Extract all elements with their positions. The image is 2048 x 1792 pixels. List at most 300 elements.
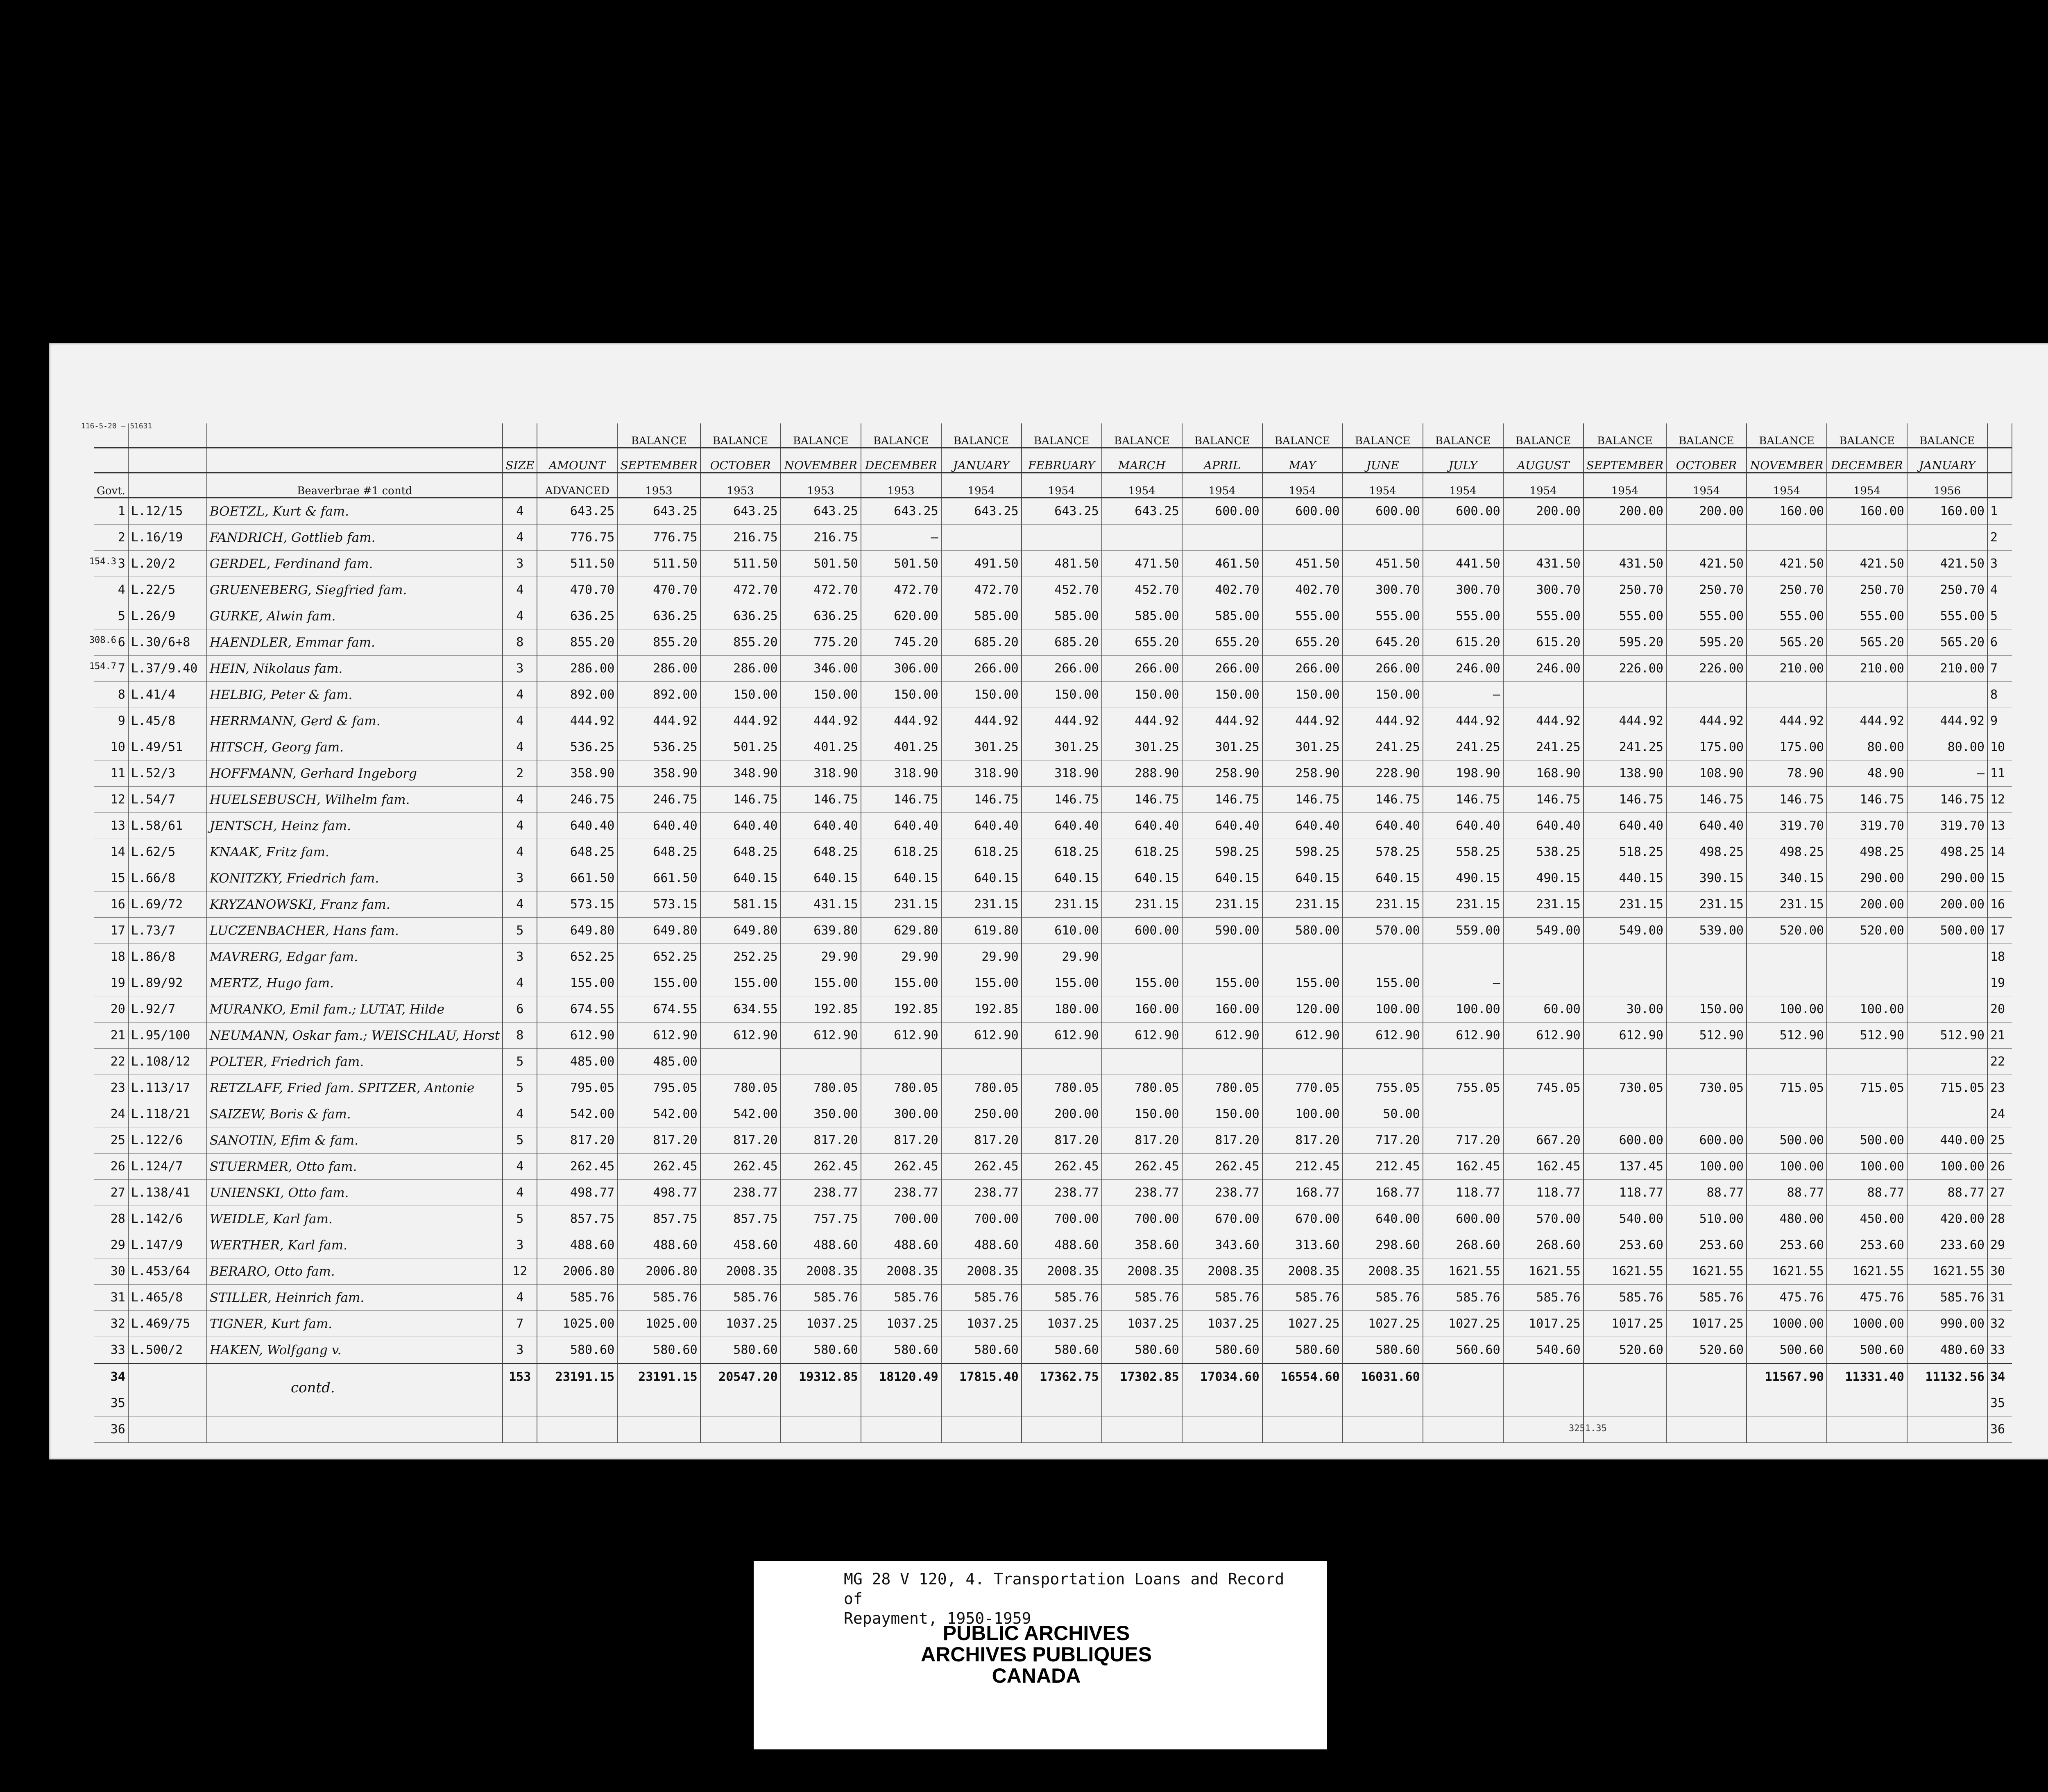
balance-cell: 585.76 xyxy=(1503,1285,1584,1311)
balance-cell: 745.20 xyxy=(861,629,941,656)
balance-cell: 570.00 xyxy=(1343,918,1423,944)
family-size: 4 xyxy=(503,787,537,813)
family-name: KNAAK, Fritz fam. xyxy=(207,839,503,865)
row-number: 31 xyxy=(94,1285,128,1311)
balance-cell: 358.60 xyxy=(1102,1232,1182,1258)
balance-cell: 1037.25 xyxy=(1182,1311,1262,1337)
balance-cell: 510.00 xyxy=(1666,1206,1747,1232)
balance-cell: 857.75 xyxy=(700,1206,781,1232)
balance-cell: 168.77 xyxy=(1262,1180,1343,1206)
balance-cell: 817.20 xyxy=(617,1127,700,1154)
family-size: 4 xyxy=(503,813,537,839)
column-header: 1954 xyxy=(941,473,1022,498)
balance-cell: 246.00 xyxy=(1503,656,1584,682)
family-size: 5 xyxy=(503,1127,537,1154)
balance-cell: 472.70 xyxy=(781,577,861,603)
balance-cell: 2008.35 xyxy=(941,1258,1022,1285)
balance-cell: 600.00 xyxy=(1182,498,1262,525)
balance-cell: 301.25 xyxy=(1182,734,1262,760)
balance-cell: 640.40 xyxy=(1102,813,1182,839)
balance-cell: 29.90 xyxy=(1022,944,1102,970)
balance-cell: 212.45 xyxy=(1343,1154,1423,1180)
balance-cell: 619.80 xyxy=(941,918,1022,944)
balance-cell: 286.00 xyxy=(700,656,781,682)
balance-cell: 48.90 xyxy=(1827,760,1907,787)
balance-cell: 358.90 xyxy=(537,760,617,787)
balance-cell: 118.77 xyxy=(1423,1180,1503,1206)
family-name: FANDRICH, Gottlieb fam. xyxy=(207,525,503,551)
balance-cell: 600.00 xyxy=(1666,1127,1747,1154)
balance-cell: 612.90 xyxy=(1182,1023,1262,1049)
balance-cell: 233.60 xyxy=(1907,1232,1987,1258)
balance-cell: 238.77 xyxy=(700,1180,781,1206)
balance-cell: 585.76 xyxy=(1182,1285,1262,1311)
balance-cell: 715.05 xyxy=(1827,1075,1907,1101)
balance-cell: 585.76 xyxy=(1262,1285,1343,1311)
balance-cell: 600.00 xyxy=(1584,1127,1666,1154)
balance-cell: 518.25 xyxy=(1584,839,1666,865)
govt-note: 154.7 xyxy=(89,661,116,672)
balance-cell xyxy=(1182,944,1262,970)
row-number: 27 xyxy=(94,1180,128,1206)
table-row xyxy=(94,1180,2012,1206)
balance-cell: 286.00 xyxy=(537,656,617,682)
balance-cell: 452.70 xyxy=(1102,577,1182,603)
balance-cell: 580.60 xyxy=(537,1337,617,1364)
balance-cell: 100.00 xyxy=(1907,1154,1987,1180)
row-number-right: 32 xyxy=(1987,1311,2012,1337)
balance-cell: 700.00 xyxy=(1102,1206,1182,1232)
row-number: 23 xyxy=(94,1075,128,1101)
column-header xyxy=(503,423,537,448)
row-number-right: 20 xyxy=(1987,996,2012,1023)
balance-cell: 700.00 xyxy=(861,1206,941,1232)
balance-cell: 498.25 xyxy=(1907,839,1987,865)
balance-cell: 88.77 xyxy=(1747,1180,1827,1206)
balance-cell: 155.00 xyxy=(1262,970,1343,996)
loan-number: L.37/9.40 xyxy=(128,656,207,682)
balance-cell: 780.05 xyxy=(700,1075,781,1101)
balance-cell xyxy=(1102,1049,1182,1075)
header-row xyxy=(94,423,2012,448)
balance-cell: 402.70 xyxy=(1262,577,1343,603)
balance-cell: 146.75 xyxy=(1907,787,1987,813)
balance-cell xyxy=(1102,525,1182,551)
balance-cell: 640.15 xyxy=(1182,865,1262,891)
balance-cell: 1025.00 xyxy=(617,1311,700,1337)
balance-cell: 700.00 xyxy=(1022,1206,1102,1232)
row-number-right: 29 xyxy=(1987,1232,2012,1258)
balance-cell xyxy=(1343,1390,1423,1416)
balance-cell: 253.60 xyxy=(1827,1232,1907,1258)
balance-cell: 231.15 xyxy=(1182,891,1262,918)
column-header: SEPTEMBER xyxy=(617,448,700,473)
column-header xyxy=(128,423,207,448)
column-header: BALANCE xyxy=(1022,423,1102,448)
table-row xyxy=(94,1232,2012,1258)
family-size: 7 xyxy=(503,1311,537,1337)
balance-cell: 440.00 xyxy=(1907,1127,1987,1154)
balance-cell: 444.92 xyxy=(537,708,617,734)
balance-cell: 138.90 xyxy=(1584,760,1666,787)
row-number-right: 16 xyxy=(1987,891,2012,918)
balance-cell: 648.25 xyxy=(537,839,617,865)
balance-cell xyxy=(861,1390,941,1416)
balance-cell: 640.40 xyxy=(1262,813,1343,839)
row-number-right: 11 xyxy=(1987,760,2012,787)
family-name: WERTHER, Karl fam. xyxy=(207,1232,503,1258)
balance-cell: 200.00 xyxy=(1503,498,1584,525)
balance-cell xyxy=(1262,525,1343,551)
row-number: 14 xyxy=(94,839,128,865)
balance-cell xyxy=(1503,1364,1584,1390)
balance-cell: 444.92 xyxy=(1182,708,1262,734)
balance-cell: 600.00 xyxy=(1262,498,1343,525)
balance-cell: 192.85 xyxy=(781,996,861,1023)
column-header: MARCH xyxy=(1102,448,1182,473)
balance-cell: 318.90 xyxy=(861,760,941,787)
row-number-right: 8 xyxy=(1987,682,2012,708)
balance-cell: 580.60 xyxy=(617,1337,700,1364)
balance-cell: — xyxy=(1423,970,1503,996)
family-size: 153 xyxy=(503,1364,537,1390)
column-header: 1954 xyxy=(1747,473,1827,498)
balance-cell: 590.00 xyxy=(1182,918,1262,944)
balance-cell: 444.92 xyxy=(1584,708,1666,734)
balance-cell: 472.70 xyxy=(700,577,781,603)
balance-cell: 444.92 xyxy=(861,708,941,734)
balance-cell xyxy=(1907,970,1987,996)
balance-cell: 640.15 xyxy=(861,865,941,891)
balance-cell: 155.00 xyxy=(1102,970,1182,996)
balance-cell xyxy=(1747,970,1827,996)
balance-cell: 29.90 xyxy=(861,944,941,970)
balance-cell xyxy=(617,1416,700,1443)
balance-cell xyxy=(1584,525,1666,551)
balance-cell: 585.76 xyxy=(1102,1285,1182,1311)
balance-cell xyxy=(781,1416,861,1443)
table-row xyxy=(94,1390,2012,1416)
table-row xyxy=(94,1206,2012,1232)
balance-cell: 612.90 xyxy=(537,1023,617,1049)
balance-cell: 578.25 xyxy=(1343,839,1423,865)
balance-cell: 700.00 xyxy=(941,1206,1022,1232)
family-size: 3 xyxy=(503,865,537,891)
balance-cell: 238.77 xyxy=(941,1180,1022,1206)
balance-cell: 501.50 xyxy=(781,551,861,577)
balance-cell xyxy=(1907,682,1987,708)
family-name: WEIDLE, Karl fam. xyxy=(207,1206,503,1232)
balance-cell: 555.00 xyxy=(1262,603,1343,629)
row-number: 17 xyxy=(94,918,128,944)
balance-cell: 231.15 xyxy=(941,891,1022,918)
balance-cell xyxy=(1182,1049,1262,1075)
balance-cell: 1037.25 xyxy=(781,1311,861,1337)
row-number: 30 xyxy=(94,1258,128,1285)
balance-cell: 670.00 xyxy=(1262,1206,1343,1232)
column-header xyxy=(1987,448,2012,473)
balance-cell: 146.75 xyxy=(1666,787,1747,813)
family-name: MURANKO, Emil fam.; LUTAT, Hilde xyxy=(207,996,503,1023)
balance-cell: 643.25 xyxy=(941,498,1022,525)
balance-cell: 520.60 xyxy=(1584,1337,1666,1364)
loan-number: L.66/8 xyxy=(128,865,207,891)
balance-cell: 16554.60 xyxy=(1262,1364,1343,1390)
loan-number: L.30/6+8 xyxy=(128,629,207,656)
balance-cell: 485.00 xyxy=(617,1049,700,1075)
family-name: NEUMANN, Oskar fam.; WEISCHLAU, Horst xyxy=(207,1023,503,1049)
balance-cell: 358.90 xyxy=(617,760,700,787)
balance-cell: 640.40 xyxy=(1584,813,1666,839)
loan-number: L.69/72 xyxy=(128,891,207,918)
balance-cell: 238.77 xyxy=(1022,1180,1102,1206)
balance-cell: 175.00 xyxy=(1747,734,1827,760)
caption-line: MG 28 V 120, 4. Transportation Loans and Record of xyxy=(844,1570,1285,1608)
balance-cell: 570.00 xyxy=(1503,1206,1584,1232)
balance-cell: 643.25 xyxy=(617,498,700,525)
balance-cell: 231.15 xyxy=(861,891,941,918)
balance-cell: 640.15 xyxy=(1343,865,1423,891)
balance-cell: 612.90 xyxy=(617,1023,700,1049)
balance-cell xyxy=(861,1049,941,1075)
balance-cell: 585.76 xyxy=(537,1285,617,1311)
column-header: SEPTEMBER xyxy=(1584,448,1666,473)
balance-cell xyxy=(861,1416,941,1443)
balance-cell: 500.00 xyxy=(1827,1127,1907,1154)
row-number: 8 xyxy=(94,682,128,708)
balance-cell: 1621.55 xyxy=(1584,1258,1666,1285)
balance-cell: 640.40 xyxy=(617,813,700,839)
family-size: 3 xyxy=(503,1337,537,1364)
balance-cell: 585.76 xyxy=(1423,1285,1503,1311)
balance-cell: 475.76 xyxy=(1747,1285,1827,1311)
balance-cell: 636.25 xyxy=(781,603,861,629)
balance-cell: 444.92 xyxy=(1022,708,1102,734)
balance-cell: 775.20 xyxy=(781,629,861,656)
column-header: BALANCE xyxy=(1262,423,1343,448)
family-size: 4 xyxy=(503,734,537,760)
row-number-right: 36 xyxy=(1987,1416,2012,1443)
family-size: 4 xyxy=(503,839,537,865)
family-name: MAVRERG, Edgar fam. xyxy=(207,944,503,970)
balance-cell: 817.20 xyxy=(941,1127,1022,1154)
balance-cell xyxy=(1827,1416,1907,1443)
balance-cell xyxy=(781,1049,861,1075)
table-row xyxy=(94,996,2012,1023)
balance-cell: 559.00 xyxy=(1423,918,1503,944)
row-number: 9 xyxy=(94,708,128,734)
row-number: 154.7 7 xyxy=(94,656,128,682)
column-header: BALANCE xyxy=(1423,423,1503,448)
balance-cell: 549.00 xyxy=(1503,918,1584,944)
family-name: KRYZANOWSKI, Franz fam. xyxy=(207,891,503,918)
balance-cell: 252.25 xyxy=(700,944,781,970)
balance-cell: 150.00 xyxy=(1102,682,1182,708)
row-number-right: 3 xyxy=(1987,551,2012,577)
balance-cell: 1621.55 xyxy=(1503,1258,1584,1285)
row-number: 308.6 6 xyxy=(94,629,128,656)
balance-cell: 150.00 xyxy=(1182,1101,1262,1127)
balance-cell: 444.92 xyxy=(617,708,700,734)
balance-cell: 444.92 xyxy=(1666,708,1747,734)
balance-cell: 1027.25 xyxy=(1423,1311,1503,1337)
balance-cell: 717.20 xyxy=(1423,1127,1503,1154)
column-header: BALANCE xyxy=(941,423,1022,448)
balance-cell xyxy=(1423,525,1503,551)
balance-cell: 250.00 xyxy=(941,1101,1022,1127)
row-number: 28 xyxy=(94,1206,128,1232)
row-number: 1 xyxy=(94,498,128,525)
balance-cell xyxy=(1423,1364,1503,1390)
balance-cell: 612.90 xyxy=(781,1023,861,1049)
balance-cell: 655.20 xyxy=(1262,629,1343,656)
balance-cell: 155.00 xyxy=(1182,970,1262,996)
family-name: UNIENSKI, Otto fam. xyxy=(207,1180,503,1206)
balance-cell xyxy=(1666,1101,1747,1127)
balance-cell xyxy=(1747,525,1827,551)
table-row xyxy=(94,682,2012,708)
balance-cell: 231.15 xyxy=(1102,891,1182,918)
balance-cell xyxy=(1907,525,1987,551)
balance-cell: 20547.20 xyxy=(700,1364,781,1390)
balance-cell: 520.60 xyxy=(1666,1337,1747,1364)
balance-cell: 471.50 xyxy=(1102,551,1182,577)
balance-cell: 200.00 xyxy=(1907,891,1987,918)
balance-cell: 755.05 xyxy=(1423,1075,1503,1101)
balance-cell: 536.25 xyxy=(537,734,617,760)
balance-cell: 643.25 xyxy=(537,498,617,525)
row-number-right: 10 xyxy=(1987,734,2012,760)
row-number: 24 xyxy=(94,1101,128,1127)
row-number: 12 xyxy=(94,787,128,813)
balance-cell: 1621.55 xyxy=(1666,1258,1747,1285)
balance-cell: 565.20 xyxy=(1747,629,1827,656)
balance-cell: 2008.35 xyxy=(1182,1258,1262,1285)
balance-cell: 288.90 xyxy=(1102,760,1182,787)
family-name: HOFFMANN, Gerhard Ingeborg xyxy=(207,760,503,787)
balance-cell: — xyxy=(1423,682,1503,708)
balance-cell: 585.00 xyxy=(941,603,1022,629)
balance-cell: 2008.35 xyxy=(781,1258,861,1285)
row-number-right: 12 xyxy=(1987,787,2012,813)
column-header: 1956 xyxy=(1907,473,1987,498)
balance-cell xyxy=(1423,944,1503,970)
family-name: KONITZKY, Friedrich fam. xyxy=(207,865,503,891)
balance-cell: 1037.25 xyxy=(1022,1311,1102,1337)
balance-cell xyxy=(1503,525,1584,551)
balance-cell: 100.00 xyxy=(1747,996,1827,1023)
column-header xyxy=(207,448,503,473)
balance-cell: 540.00 xyxy=(1584,1206,1666,1232)
column-header: BALANCE xyxy=(1503,423,1584,448)
balance-cell: 585.00 xyxy=(1022,603,1102,629)
balance-cell: 50.00 xyxy=(1343,1101,1423,1127)
column-header: DECEMBER xyxy=(1827,448,1907,473)
family-name xyxy=(207,1390,503,1416)
balance-cell: 108.90 xyxy=(1666,760,1747,787)
balance-cell: 444.92 xyxy=(1423,708,1503,734)
balance-cell: 618.25 xyxy=(1102,839,1182,865)
balance-cell: 401.25 xyxy=(861,734,941,760)
balance-cell: 238.77 xyxy=(781,1180,861,1206)
balance-cell: 17362.75 xyxy=(1022,1364,1102,1390)
balance-cell: 2008.35 xyxy=(1262,1258,1343,1285)
balance-cell: 555.00 xyxy=(1666,603,1747,629)
balance-cell xyxy=(941,1049,1022,1075)
column-header xyxy=(1987,423,2012,448)
row-number: 22 xyxy=(94,1049,128,1075)
balance-cell xyxy=(941,525,1022,551)
balance-cell: 88.77 xyxy=(1827,1180,1907,1206)
balance-cell: 231.15 xyxy=(1423,891,1503,918)
balance-cell: 745.05 xyxy=(1503,1075,1584,1101)
balance-cell: 318.90 xyxy=(1022,760,1102,787)
balance-cell: 348.90 xyxy=(700,760,781,787)
family-size: 4 xyxy=(503,1285,537,1311)
balance-cell: 1621.55 xyxy=(1827,1258,1907,1285)
column-header: NOVEMBER xyxy=(1747,448,1827,473)
balance-cell: 253.60 xyxy=(1747,1232,1827,1258)
balance-cell: 560.60 xyxy=(1423,1337,1503,1364)
row-number-right: 2 xyxy=(1987,525,2012,551)
balance-cell: 490.15 xyxy=(1423,865,1503,891)
balance-cell: 23191.15 xyxy=(537,1364,617,1390)
balance-cell: 290.00 xyxy=(1907,865,1987,891)
family-name: JENTSCH, Heinz fam. xyxy=(207,813,503,839)
table-row xyxy=(94,1127,2012,1154)
column-header: BALANCE xyxy=(1747,423,1827,448)
row-number-right: 27 xyxy=(1987,1180,2012,1206)
balance-cell: 100.00 xyxy=(1262,1101,1343,1127)
balance-cell: 648.25 xyxy=(617,839,700,865)
balance-cell: 636.25 xyxy=(537,603,617,629)
balance-cell: 640.15 xyxy=(700,865,781,891)
balance-cell: 481.50 xyxy=(1022,551,1102,577)
row-number: 21 xyxy=(94,1023,128,1049)
balance-cell: 612.90 xyxy=(1503,1023,1584,1049)
balance-cell xyxy=(1584,970,1666,996)
table-row xyxy=(94,1416,2012,1443)
balance-cell: 155.00 xyxy=(941,970,1022,996)
balance-cell: 585.76 xyxy=(941,1285,1022,1311)
balance-cell: 639.80 xyxy=(781,918,861,944)
balance-cell: 615.20 xyxy=(1503,629,1584,656)
balance-cell: 717.20 xyxy=(1343,1127,1423,1154)
family-size: 12 xyxy=(503,1258,537,1285)
balance-cell: 421.50 xyxy=(1907,551,1987,577)
balance-cell: 262.45 xyxy=(1022,1154,1102,1180)
loan-number: L.20/2 xyxy=(128,551,207,577)
balance-cell: 580.60 xyxy=(781,1337,861,1364)
balance-cell: 241.25 xyxy=(1584,734,1666,760)
balance-cell: 266.00 xyxy=(1262,656,1343,682)
column-header xyxy=(537,423,617,448)
balance-cell xyxy=(700,1390,781,1416)
balance-cell xyxy=(1182,1390,1262,1416)
row-number-right: 14 xyxy=(1987,839,2012,865)
column-header: OCTOBER xyxy=(700,448,781,473)
balance-cell: 618.25 xyxy=(941,839,1022,865)
balance-cell: 500.60 xyxy=(1747,1337,1827,1364)
balance-cell: 258.90 xyxy=(1262,760,1343,787)
balance-cell: 715.05 xyxy=(1907,1075,1987,1101)
balance-cell: 155.00 xyxy=(1343,970,1423,996)
balance-cell xyxy=(1747,1101,1827,1127)
balance-cell: 146.75 xyxy=(1584,787,1666,813)
table-row xyxy=(94,865,2012,891)
balance-cell: 612.90 xyxy=(1584,1023,1666,1049)
balance-cell: 1000.00 xyxy=(1747,1311,1827,1337)
